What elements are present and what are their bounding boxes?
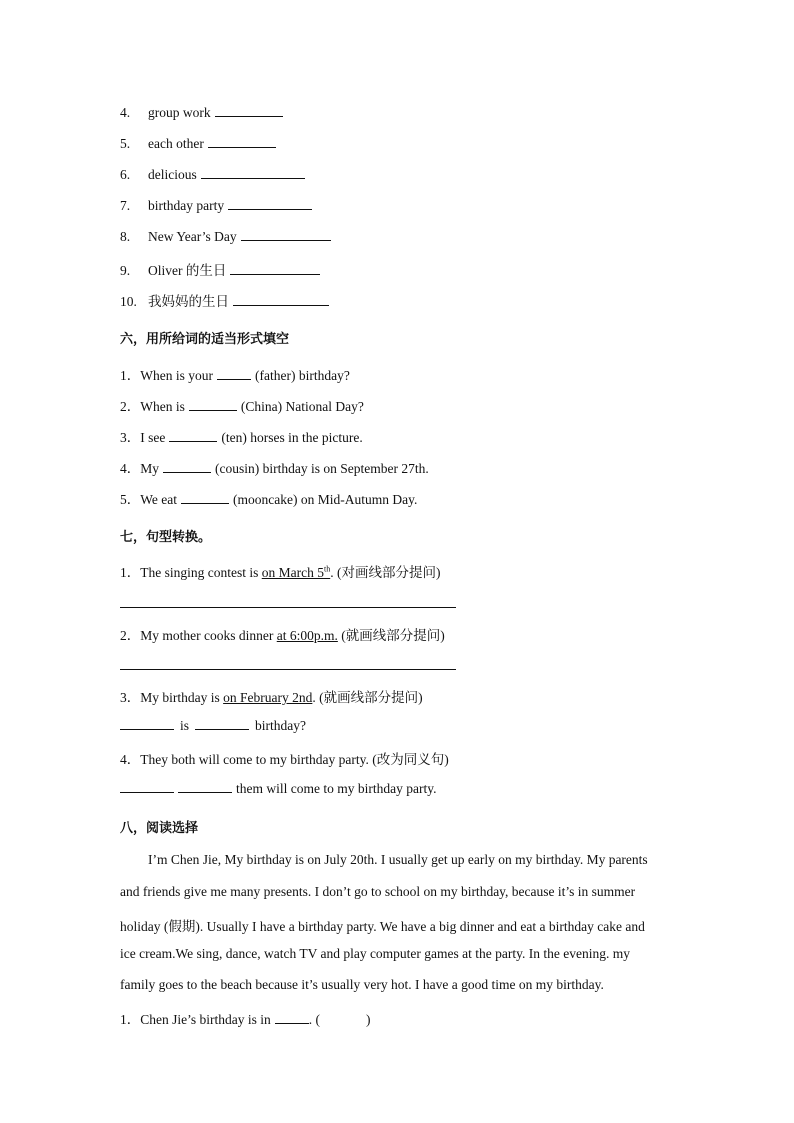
passage-line: family goes to the beach because it’s usually very hot. I have a good time on my birthday.	[120, 977, 604, 992]
question-number: 3．	[120, 430, 141, 445]
section-title-8: 八，阅读选择	[120, 821, 199, 836]
question-text: . (	[308, 1012, 320, 1027]
question-text: )	[366, 1012, 371, 1027]
item-text: birthday party	[148, 198, 225, 213]
vocab-item	[120, 135, 276, 152]
question-text: (ten) horses in the picture.	[221, 430, 363, 445]
answer-line[interactable]	[120, 607, 456, 608]
answer-blank[interactable]	[120, 717, 174, 730]
question-item	[120, 686, 423, 706]
answer-template	[120, 717, 306, 734]
item-number: 6.	[120, 167, 131, 182]
answer-blank[interactable]	[217, 367, 251, 380]
answer-blank[interactable]	[233, 293, 329, 306]
question-item	[120, 748, 449, 768]
question-text: Chen Jie’s birthday is in	[140, 1012, 271, 1027]
answer-template	[120, 780, 436, 797]
section-title-6: 六，用所给词的适当形式填空	[120, 332, 290, 347]
question-text: (cousin) birthday is on September 27th.	[215, 461, 429, 476]
question-number: 2．	[120, 399, 141, 414]
question-item	[120, 395, 364, 415]
answer-blank[interactable]	[275, 1011, 309, 1024]
question-item	[120, 561, 440, 581]
item-number: 10.	[120, 294, 137, 309]
question-text: I see	[140, 430, 166, 445]
question-item	[120, 364, 350, 384]
vocab-item	[120, 166, 305, 183]
answer-blank[interactable]	[181, 491, 229, 504]
answer-blank[interactable]	[230, 262, 320, 275]
answer-blank[interactable]	[195, 717, 249, 730]
item-text: 我妈妈的生日	[148, 294, 229, 309]
vocab-item	[120, 259, 320, 279]
question-text: (mooncake) on Mid-Autumn Day.	[233, 492, 418, 507]
vocab-item	[120, 228, 331, 245]
item-number: 9.	[120, 263, 131, 278]
underlined-part: at 6:00p.m.	[276, 628, 338, 643]
underlined-part: on March 5th	[261, 564, 331, 580]
passage-line: and friends give me many presents. I don’t go to school on my birthday, because it’s in summer	[120, 884, 636, 899]
question-text: (China) National Day?	[240, 399, 364, 414]
item-number: 8.	[120, 229, 131, 244]
question-item	[120, 1008, 371, 1028]
answer-blank[interactable]	[228, 197, 312, 210]
item-text: group work	[148, 105, 211, 120]
question-item	[120, 488, 417, 508]
question-number: 1．	[120, 565, 141, 580]
passage-line: I’m Chen Jie, My birthday is on July 20th. I usually get up early on my birthday. My parents	[148, 852, 648, 867]
item-text: Oliver 的生日	[148, 263, 227, 278]
answer-blank[interactable]	[208, 135, 276, 148]
question-instruction: . (对画线部分提问)	[330, 565, 441, 580]
question-text: The singing contest is	[140, 565, 259, 580]
answer-blank[interactable]	[178, 780, 232, 793]
passage-line: ice cream.We sing, dance, watch TV and play computer games at the party. In the evening. my	[120, 946, 630, 961]
item-text: delicious	[148, 167, 197, 182]
item-number: 5.	[120, 136, 131, 151]
question-number: 4．	[120, 461, 141, 476]
template-text: birthday?	[255, 718, 306, 733]
answer-blank[interactable]	[201, 166, 305, 179]
question-number: 5．	[120, 492, 141, 507]
question-text: When is	[140, 399, 185, 414]
question-item	[120, 624, 445, 644]
question-text: (father) birthday?	[254, 368, 350, 383]
answer-blank[interactable]	[120, 780, 174, 793]
question-text: We eat	[140, 492, 178, 507]
question-number: 2．	[120, 628, 141, 643]
passage-line: holiday (假期). Usually I have a birthday party. We have a big dinner and eat a birthday cake and	[120, 919, 645, 934]
question-item	[120, 426, 363, 446]
answer-blank[interactable]	[189, 398, 237, 411]
question-text: My mother cooks dinner	[140, 628, 274, 643]
question-instruction: . (就画线部分提问)	[312, 690, 423, 705]
question-number: 1．	[120, 368, 141, 383]
question-text: My	[140, 461, 160, 476]
vocab-item	[120, 197, 312, 214]
question-text: They both will come to my birthday party. (改为同义句)	[140, 752, 449, 767]
question-text: My birthday is	[140, 690, 220, 705]
question-item	[120, 457, 429, 477]
vocab-item	[120, 104, 283, 121]
underlined-part: on February 2nd	[223, 690, 313, 705]
answer-blank[interactable]	[163, 460, 211, 473]
answer-blank[interactable]	[215, 104, 283, 117]
item-text: each other	[148, 136, 204, 151]
question-number: 3．	[120, 690, 141, 705]
question-instruction: (就画线部分提问)	[341, 628, 445, 643]
answer-line[interactable]	[120, 669, 456, 670]
answer-blank[interactable]	[241, 228, 331, 241]
question-number: 4．	[120, 752, 141, 767]
question-number: 1．	[120, 1012, 141, 1027]
item-number: 7.	[120, 198, 131, 213]
template-text: them will come to my birthday party.	[236, 781, 437, 796]
item-number: 4.	[120, 105, 131, 120]
answer-blank[interactable]	[169, 429, 217, 442]
item-text: New Year’s Day	[148, 229, 237, 244]
section-title-7: 七，句型转换。	[120, 530, 212, 545]
question-text: When is your	[140, 368, 213, 383]
vocab-item	[120, 290, 329, 310]
template-text: is	[180, 718, 190, 733]
